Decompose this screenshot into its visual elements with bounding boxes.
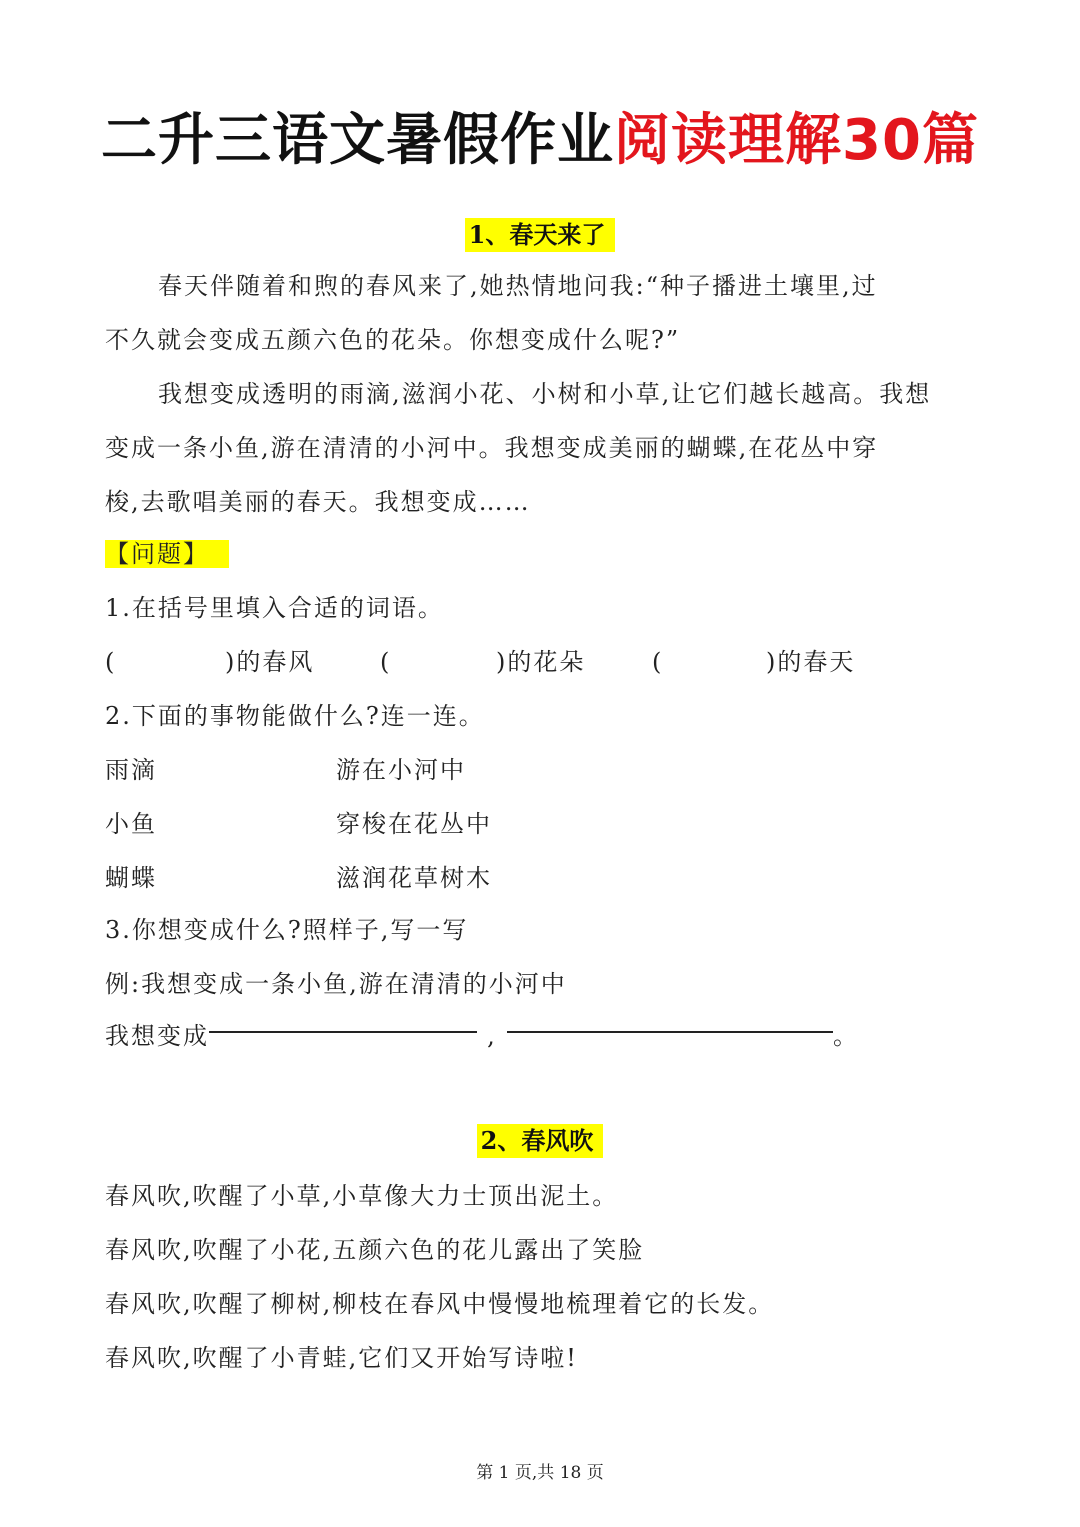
section1-paragraph1-line1: 春天伴随着和煦的春风来了,她热情地问我:“种子播进土壤里,过: [158, 272, 878, 300]
section1-paragraph2-line2: 变成一条小鱼,游在清清的小河中。我想变成美丽的蝴蝶,在花丛中穿: [105, 434, 879, 462]
answer-comma: ,: [487, 1022, 497, 1050]
match-left-item: 小鱼: [105, 810, 157, 838]
section2-line: 春风吹,吹醒了小花,五颜六色的花儿露出了笑脸: [105, 1236, 645, 1264]
section2-line: 春风吹,吹醒了小草,小草像大力士顶出泥土。: [105, 1182, 619, 1210]
section2-heading-text: 2、春风吹: [477, 1124, 604, 1158]
question-3-example: 例:我想变成一条小鱼,游在清清的小河中: [105, 970, 567, 998]
section1-heading-text: 1、春天来了: [465, 218, 616, 252]
question-3-answer-row: [105, 1020, 859, 1052]
question-2: 2.下面的事物能做什么?连一连。: [105, 702, 485, 730]
section2-line: 春风吹,吹醒了小青蛙,它们又开始写诗啦!: [105, 1344, 578, 1372]
blank2-label: )的花朵: [496, 648, 586, 676]
blank3-label: )的春天: [766, 648, 856, 676]
section1-paragraph2-line3: 梭,去歌唱美丽的春天。我想变成……: [105, 488, 531, 516]
blank1-label: )的春风: [225, 648, 315, 676]
question-3: 3.你想变成什么?照样子,写一写: [105, 916, 469, 944]
answer-blank-1[interactable]: [209, 1031, 477, 1033]
page-footer: 第 1 页,共 18 页: [476, 1463, 604, 1483]
blank2-open: (: [380, 648, 392, 676]
section2-line: 春风吹,吹醒了柳树,柳枝在春风中慢慢地梳理着它的长发。: [105, 1290, 775, 1318]
section2-heading: [0, 1124, 1080, 1158]
match-right-item: 游在小河中: [336, 756, 466, 784]
answer-prefix: 我想变成: [105, 1022, 209, 1050]
title-red-part: 阅读理解30篇: [614, 108, 979, 173]
answer-blank-2[interactable]: [507, 1031, 833, 1033]
section1-paragraph2-line1: 我想变成透明的雨滴,滋润小花、小树和小草,让它们越长越高。我想: [158, 380, 932, 408]
match-left-item: 雨滴: [105, 756, 157, 784]
title-black-part: 二升三语文暑假作业: [101, 108, 615, 173]
question-tag: [105, 538, 229, 570]
answer-period: 。: [833, 1022, 859, 1050]
section1-heading: [0, 218, 1080, 252]
page-title: [0, 105, 1080, 177]
question-1: 1.在括号里填入合适的词语。: [105, 594, 444, 622]
question-tag-text: 【问题】: [105, 540, 229, 568]
blank3-open: (: [652, 648, 664, 676]
section1-paragraph1-line2: 不久就会变成五颜六色的花朵。你想变成什么呢?”: [105, 326, 681, 354]
blank1-open: (: [105, 648, 117, 676]
match-right-item: 穿梭在花丛中: [336, 810, 492, 838]
match-right-item: 滋润花草树木: [336, 864, 492, 892]
match-left-item: 蝴蝶: [105, 864, 157, 892]
